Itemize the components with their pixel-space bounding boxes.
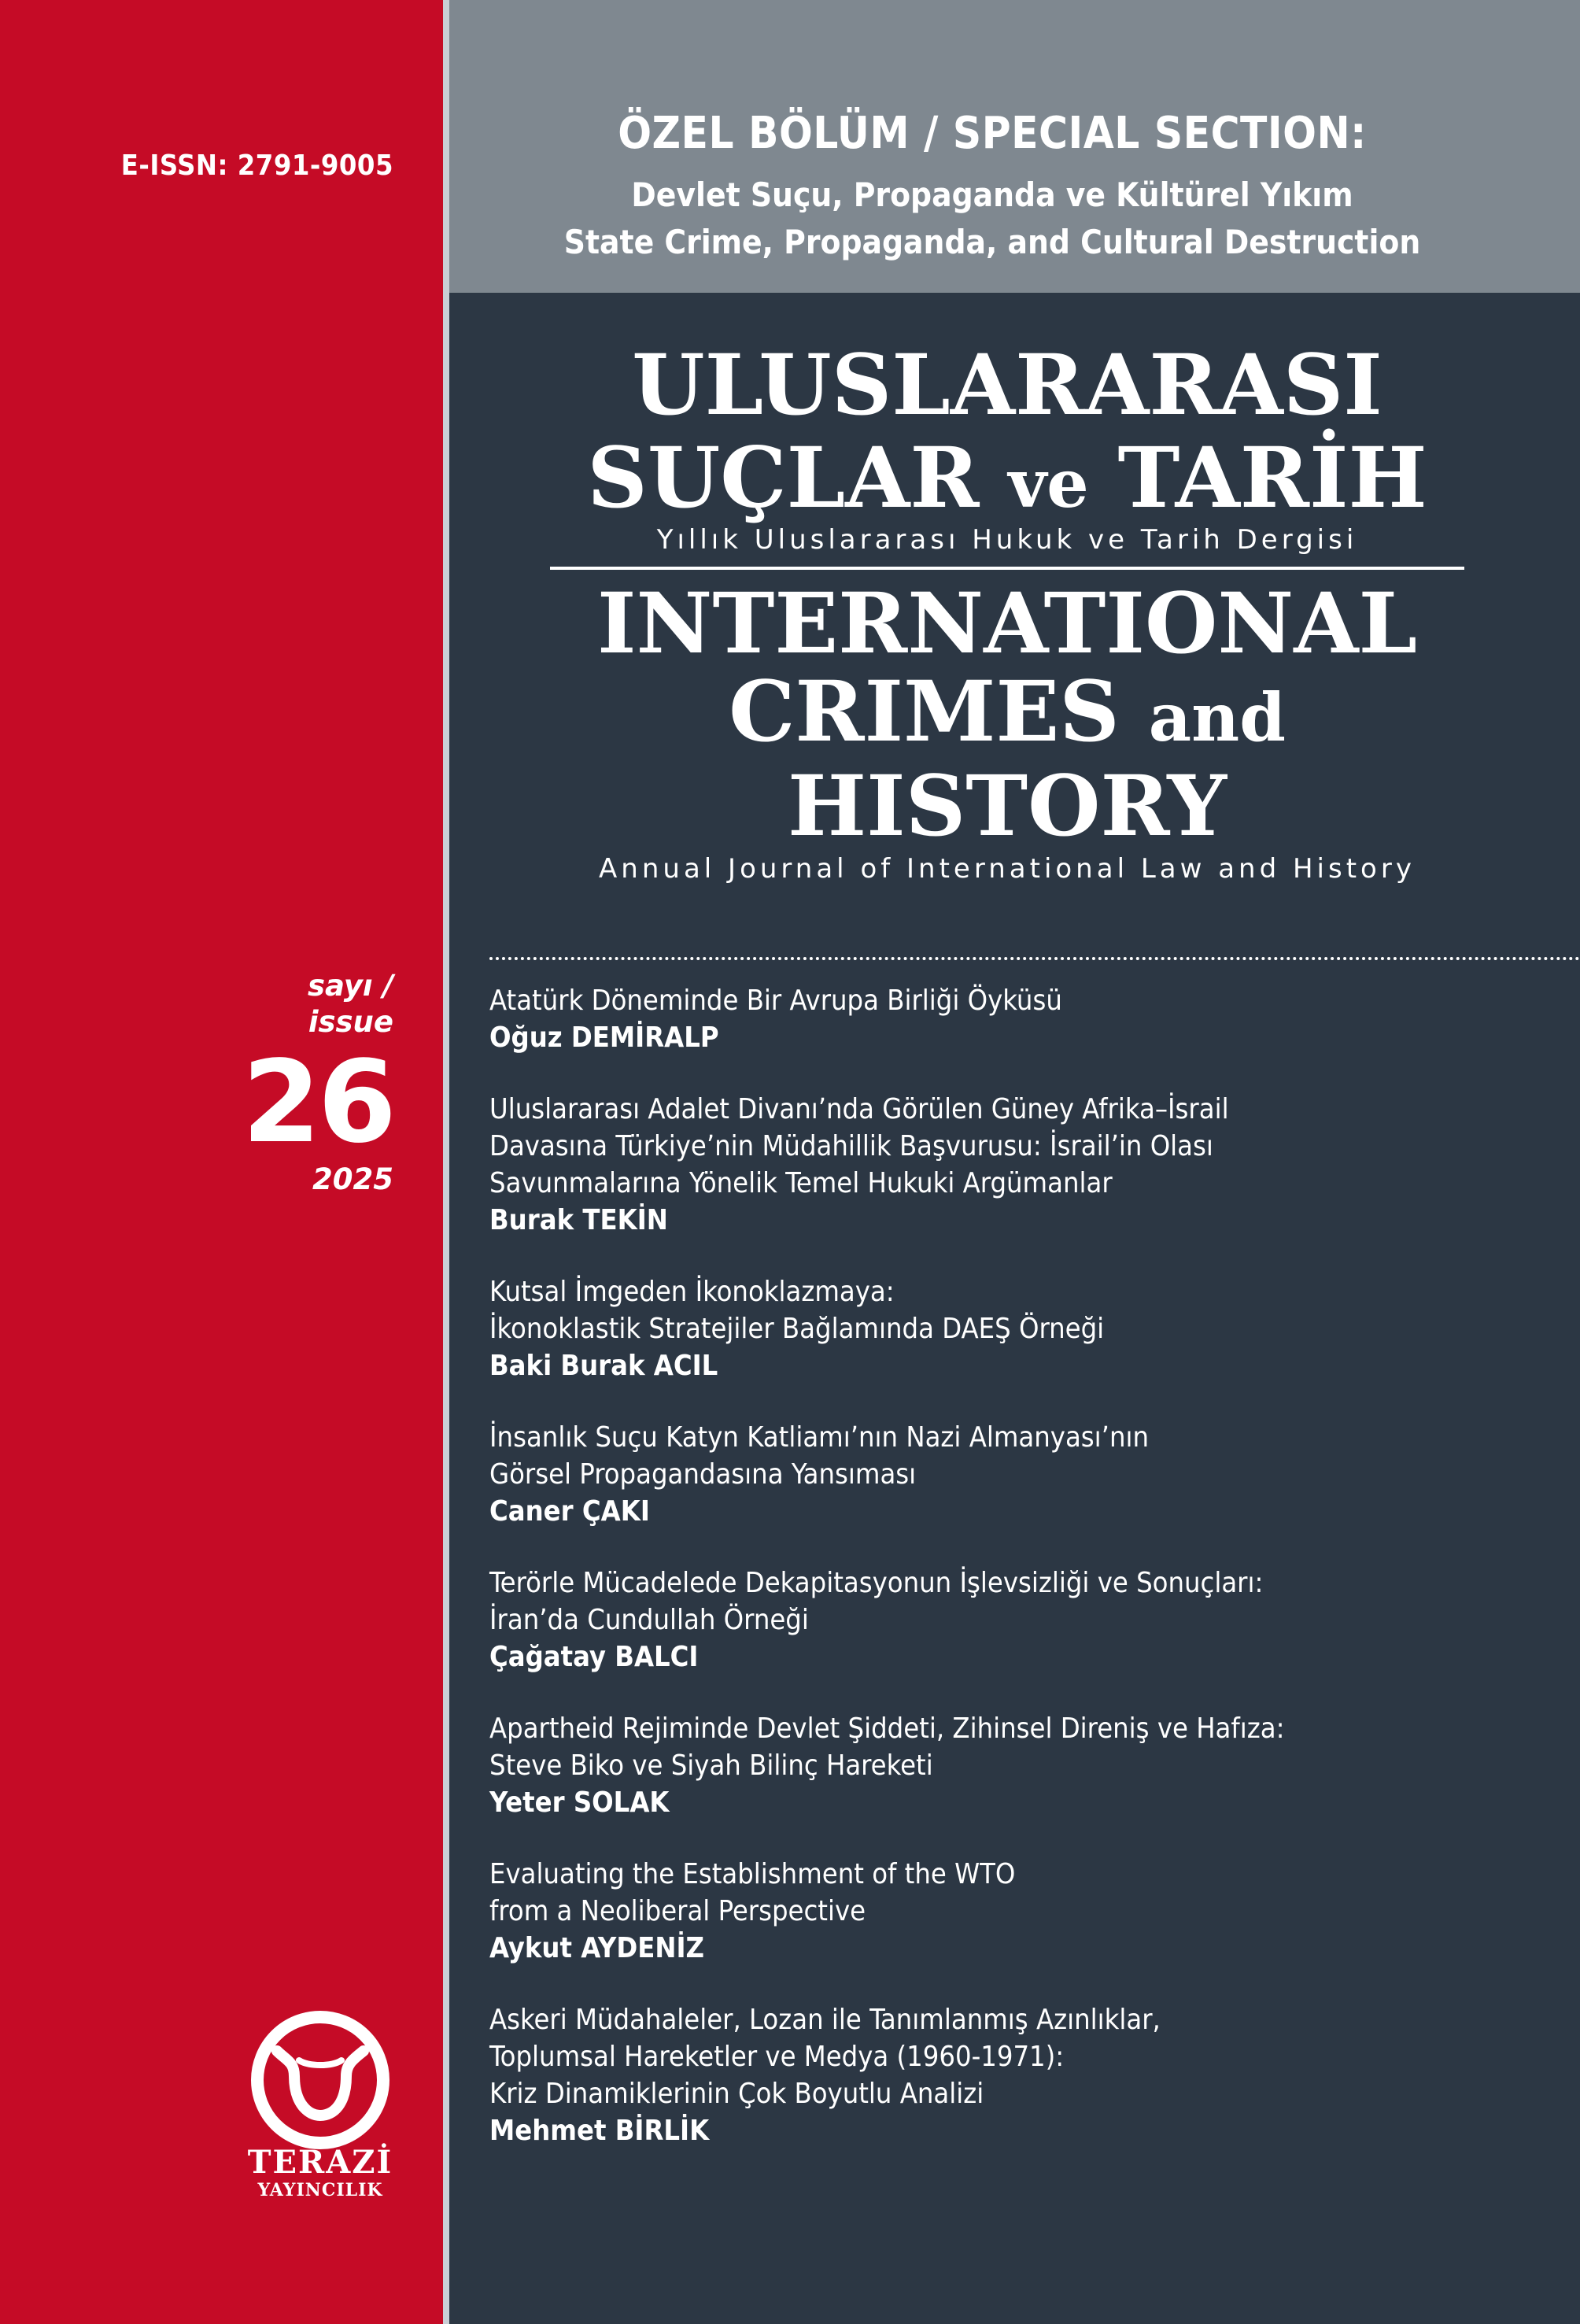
issue-block: [242, 968, 393, 1198]
article-author: Yeter SOLAK: [489, 1786, 670, 1819]
article-entry: [489, 982, 1567, 1057]
special-section-title-tr: Devlet Suçu, Propaganda ve Kültürel Yıkım: [631, 176, 1353, 214]
article-title: Evaluating the Establishment of the WTO from a Neoliberal Perspective: [489, 1858, 1016, 1927]
article-entry: [489, 1565, 1567, 1676]
article-entry: [489, 1710, 1567, 1822]
table-of-contents: [489, 982, 1567, 2184]
article-title: Apartheid Rejiminde Devlet Şiddeti, Zihinsel Direniş ve Hafıza: Steve Biko ve Siyah Bilinç Hareketi: [489, 1713, 1285, 1782]
article-title: Askeri Müdahaleler, Lozan ile Tanımlanmış Azınlıklar, Toplumsal Hareketler ve Medya (1960-1971): Kriz Dinamiklerinin Çok Boyutlu Analizi: [489, 2004, 1161, 2110]
publisher: [228, 2145, 412, 2200]
journal-title-block: [519, 335, 1495, 885]
article-entry: [489, 1091, 1567, 1240]
article-author: Mehmet BİRLİK: [489, 2115, 710, 2147]
article-entry: [489, 1273, 1567, 1385]
contents-divider: [489, 957, 1580, 960]
issn-label: E-ISSN: 2791-9005: [120, 150, 393, 182]
issue-year: 2025: [312, 1162, 393, 1196]
special-section-title-en: State Crime, Propaganda, and Cultural Destruction: [563, 223, 1421, 261]
journal-title-en-line1: INTERNATIONAL: [596, 574, 1418, 672]
special-section: [449, 104, 1535, 266]
terazi-logo-icon: [245, 2005, 395, 2155]
article-author: Burak TEKİN: [489, 1204, 668, 1236]
article-title: Atatürk Döneminde Bir Avrupa Birliği Öyküsü: [489, 985, 1062, 1017]
article-author: Oğuz DEMİRALP: [489, 1022, 719, 1054]
journal-title-en-line2: CRIMES and HISTORY: [729, 662, 1286, 855]
title-rule: [550, 567, 1464, 570]
article-author: Aykut AYDENİZ: [489, 1932, 704, 1964]
article-author: Caner ÇAKI: [489, 1495, 650, 1528]
article-author: Çağatay BALCI: [489, 1641, 699, 1673]
issue-label-en: issue: [308, 1005, 393, 1039]
publisher-name: TERAZİ: [247, 2144, 393, 2181]
article-title: Uluslararası Adalet Divanı’nda Görülen Güney Afrika–İsrail Davasına Türkiye’nin Müdahillik Başvurusu: İsrail’in Olası Savunmalarına Yönelik Temel Hukuki Argümanlar: [489, 1093, 1229, 1199]
issue-number: 26: [242, 1036, 393, 1168]
special-section-heading: ÖZEL BÖLÜM / SPECIAL SECTION:: [618, 108, 1367, 159]
journal-subtitle-en: Annual Journal of International Law and History: [599, 853, 1416, 885]
article-entry: [489, 1419, 1567, 1531]
article-entry: [489, 1856, 1567, 1967]
article-title: Terörle Mücadelede Dekapitasyonun İşlevsizliği ve Sonuçları: İran’da Cundullah Örneği: [489, 1567, 1264, 1636]
article-title: İnsanlık Suçu Katyn Katliamı’nın Nazi Almanyası’nın Görsel Propagandasına Yansıması: [489, 1421, 1150, 1491]
journal-title-tr-line1: ULUSLARARASI: [632, 335, 1382, 434]
vertical-divider: [443, 0, 449, 2324]
publisher-sub: YAYINCILIK: [257, 2180, 383, 2200]
article-author: Baki Burak ACIL: [489, 1350, 718, 1382]
journal-subtitle-tr: Yıllık Uluslararası Hukuk ve Tarih Dergisi: [656, 524, 1358, 556]
issue-label-tr: sayı /: [307, 969, 393, 1003]
article-entry: [489, 2001, 1567, 2150]
article-title: Kutsal İmgeden İkonoklazmaya: İkonoklastik Stratejiler Bağlamında DAEŞ Örneği: [489, 1276, 1105, 1345]
journal-title-tr-line2: SUÇLAR ve TARİH: [587, 428, 1427, 527]
